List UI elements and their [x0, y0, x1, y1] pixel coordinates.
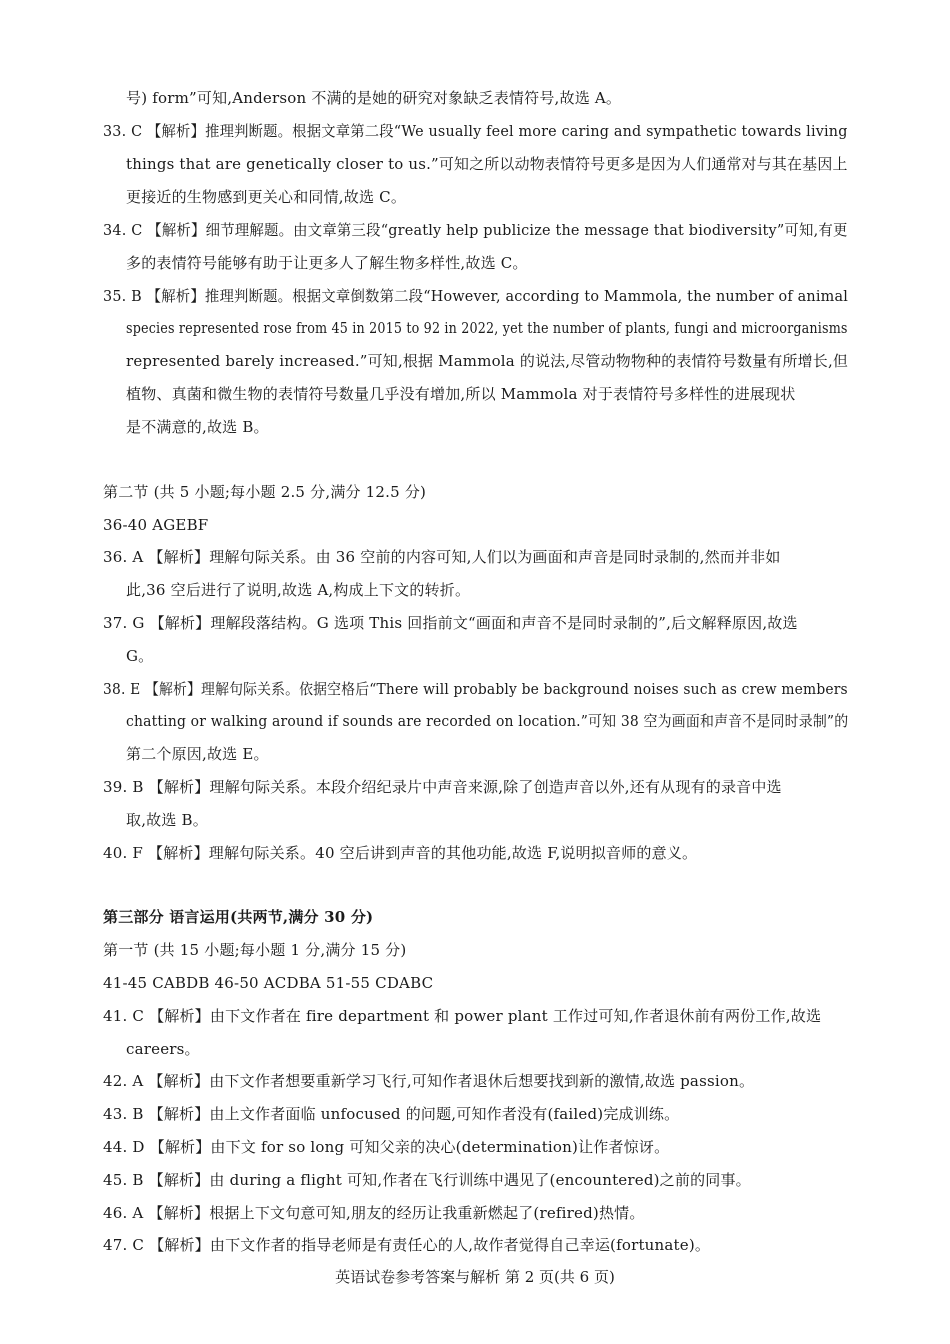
answer-key-line: 41-45 CABDB 46-50 ACDBA 51-55 CDABC	[103, 974, 434, 992]
text-line: 号) form”可知,Anderson 不满的是她的研究对象缺乏表情符号,故选 A。	[126, 89, 622, 107]
text-line: represented barely increased.”可知,根据 Mammola 的说法,尽管动物物种的表情符号数量有所增长,但	[126, 352, 849, 370]
page-footer: 英语试卷参考答案与解析 第 2 页(共 6 页)	[335, 1268, 615, 1286]
answer-40-line: 40. F 【解析】理解句际关系。40 空后讲到声音的其他功能,故选 F,说明拟音师的意义。	[103, 844, 698, 862]
text-line: chatting or walking around if sounds are recorded on location.”可知 38 空为画面和声音不是同时录制”的	[126, 712, 849, 730]
text-line: G。	[126, 647, 154, 665]
text-line: 植物、真菌和微生物的表情符号数量几乎没有增加,所以 Mammola 对于表情符号多样性的进展现状	[126, 385, 796, 403]
answer-43-line: 43. B 【解析】由上文作者面临 unfocused 的问题,可知作者没有(failed)完成训练。	[103, 1105, 680, 1123]
text-line: species represented rose from 45 in 2015 to 92 in 2022, yet the number of plants, fungi and microorganisms	[126, 319, 848, 337]
section-heading: 第一节 (共 15 小题;每小题 1 分,满分 15 分)	[103, 941, 407, 959]
answer-39-line: 39. B 【解析】理解句际关系。本段介绍纪录片中声音来源,除了创造声音以外,还有从现有的录音中选	[103, 778, 782, 796]
section-heading: 第二节 (共 5 小题;每小题 2.5 分,满分 12.5 分)	[103, 483, 427, 501]
text-line: 多的表情符号能够有助于让更多人了解生物多样性,故选 C。	[126, 254, 528, 272]
answer-42-line: 42. A 【解析】由下文作者想要重新学习飞行,可知作者退休后想要找到新的激情,故选 passion。	[103, 1072, 755, 1090]
text-line: things that are genetically closer to us.”可知之所以动物表情符号更多是因为人们通常对与其在基因上	[126, 155, 848, 173]
text-line: 是不满意的,故选 B。	[126, 418, 269, 436]
answer-34-line: 34. C 【解析】细节理解题。由文章第三段“greatly help publicize the message that biodiversity”可知,有更	[103, 221, 848, 239]
answer-41-line: 41. C 【解析】由下文作者在 fire department 和 power plant 工作过可知,作者退休前有两份工作,故选	[103, 1007, 822, 1025]
answer-45-line: 45. B 【解析】由 during a flight 可知,作者在飞行训练中遇见了(encountered)之前的同事。	[103, 1171, 751, 1189]
answer-key-line: 36-40 AGEBF	[103, 516, 209, 534]
text-line: 此,36 空后进行了说明,故选 A,构成上下文的转折。	[126, 581, 471, 599]
text-line: 更接近的生物感到更关心和同情,故选 C。	[126, 188, 407, 206]
answer-44-line: 44. D 【解析】由下文 for so long 可知父亲的决心(determination)让作者惊讶。	[103, 1138, 670, 1156]
answer-35-line: 35. B 【解析】推理判断题。根据文章倒数第二段“However, according to Mammola, the number of animal	[103, 287, 848, 305]
part-heading: 第三部分 语言运用(共两节,满分 30 分)	[103, 908, 374, 926]
answer-37-line: 37. G 【解析】理解段落结构。G 选项 This 回指前文“画面和声音不是同时录制的”,后文解释原因,故选	[103, 614, 798, 632]
text-line: careers。	[126, 1040, 200, 1058]
answer-36-line: 36. A 【解析】理解句际关系。由 36 空前的内容可知,人们以为画面和声音是同时录制的,然而并非如	[103, 548, 781, 566]
answer-46-line: 46. A 【解析】根据上下文句意可知,朋友的经历让我重新燃起了(refired)热情。	[103, 1204, 645, 1222]
text-line: 取,故选 B。	[126, 811, 208, 829]
answer-38-line: 38. E 【解析】理解句际关系。依据空格后“There will probably be background noises such as crew members	[103, 680, 848, 698]
answer-47-line: 47. C 【解析】由下文作者的指导老师是有责任心的人,故作者觉得自己幸运(fortunate)。	[103, 1236, 711, 1254]
text-line: 第二个原因,故选 E。	[126, 745, 269, 763]
answer-33-line: 33. C 【解析】推理判断题。根据文章第二段“We usually feel more caring and sympathetic towards living	[103, 122, 848, 140]
